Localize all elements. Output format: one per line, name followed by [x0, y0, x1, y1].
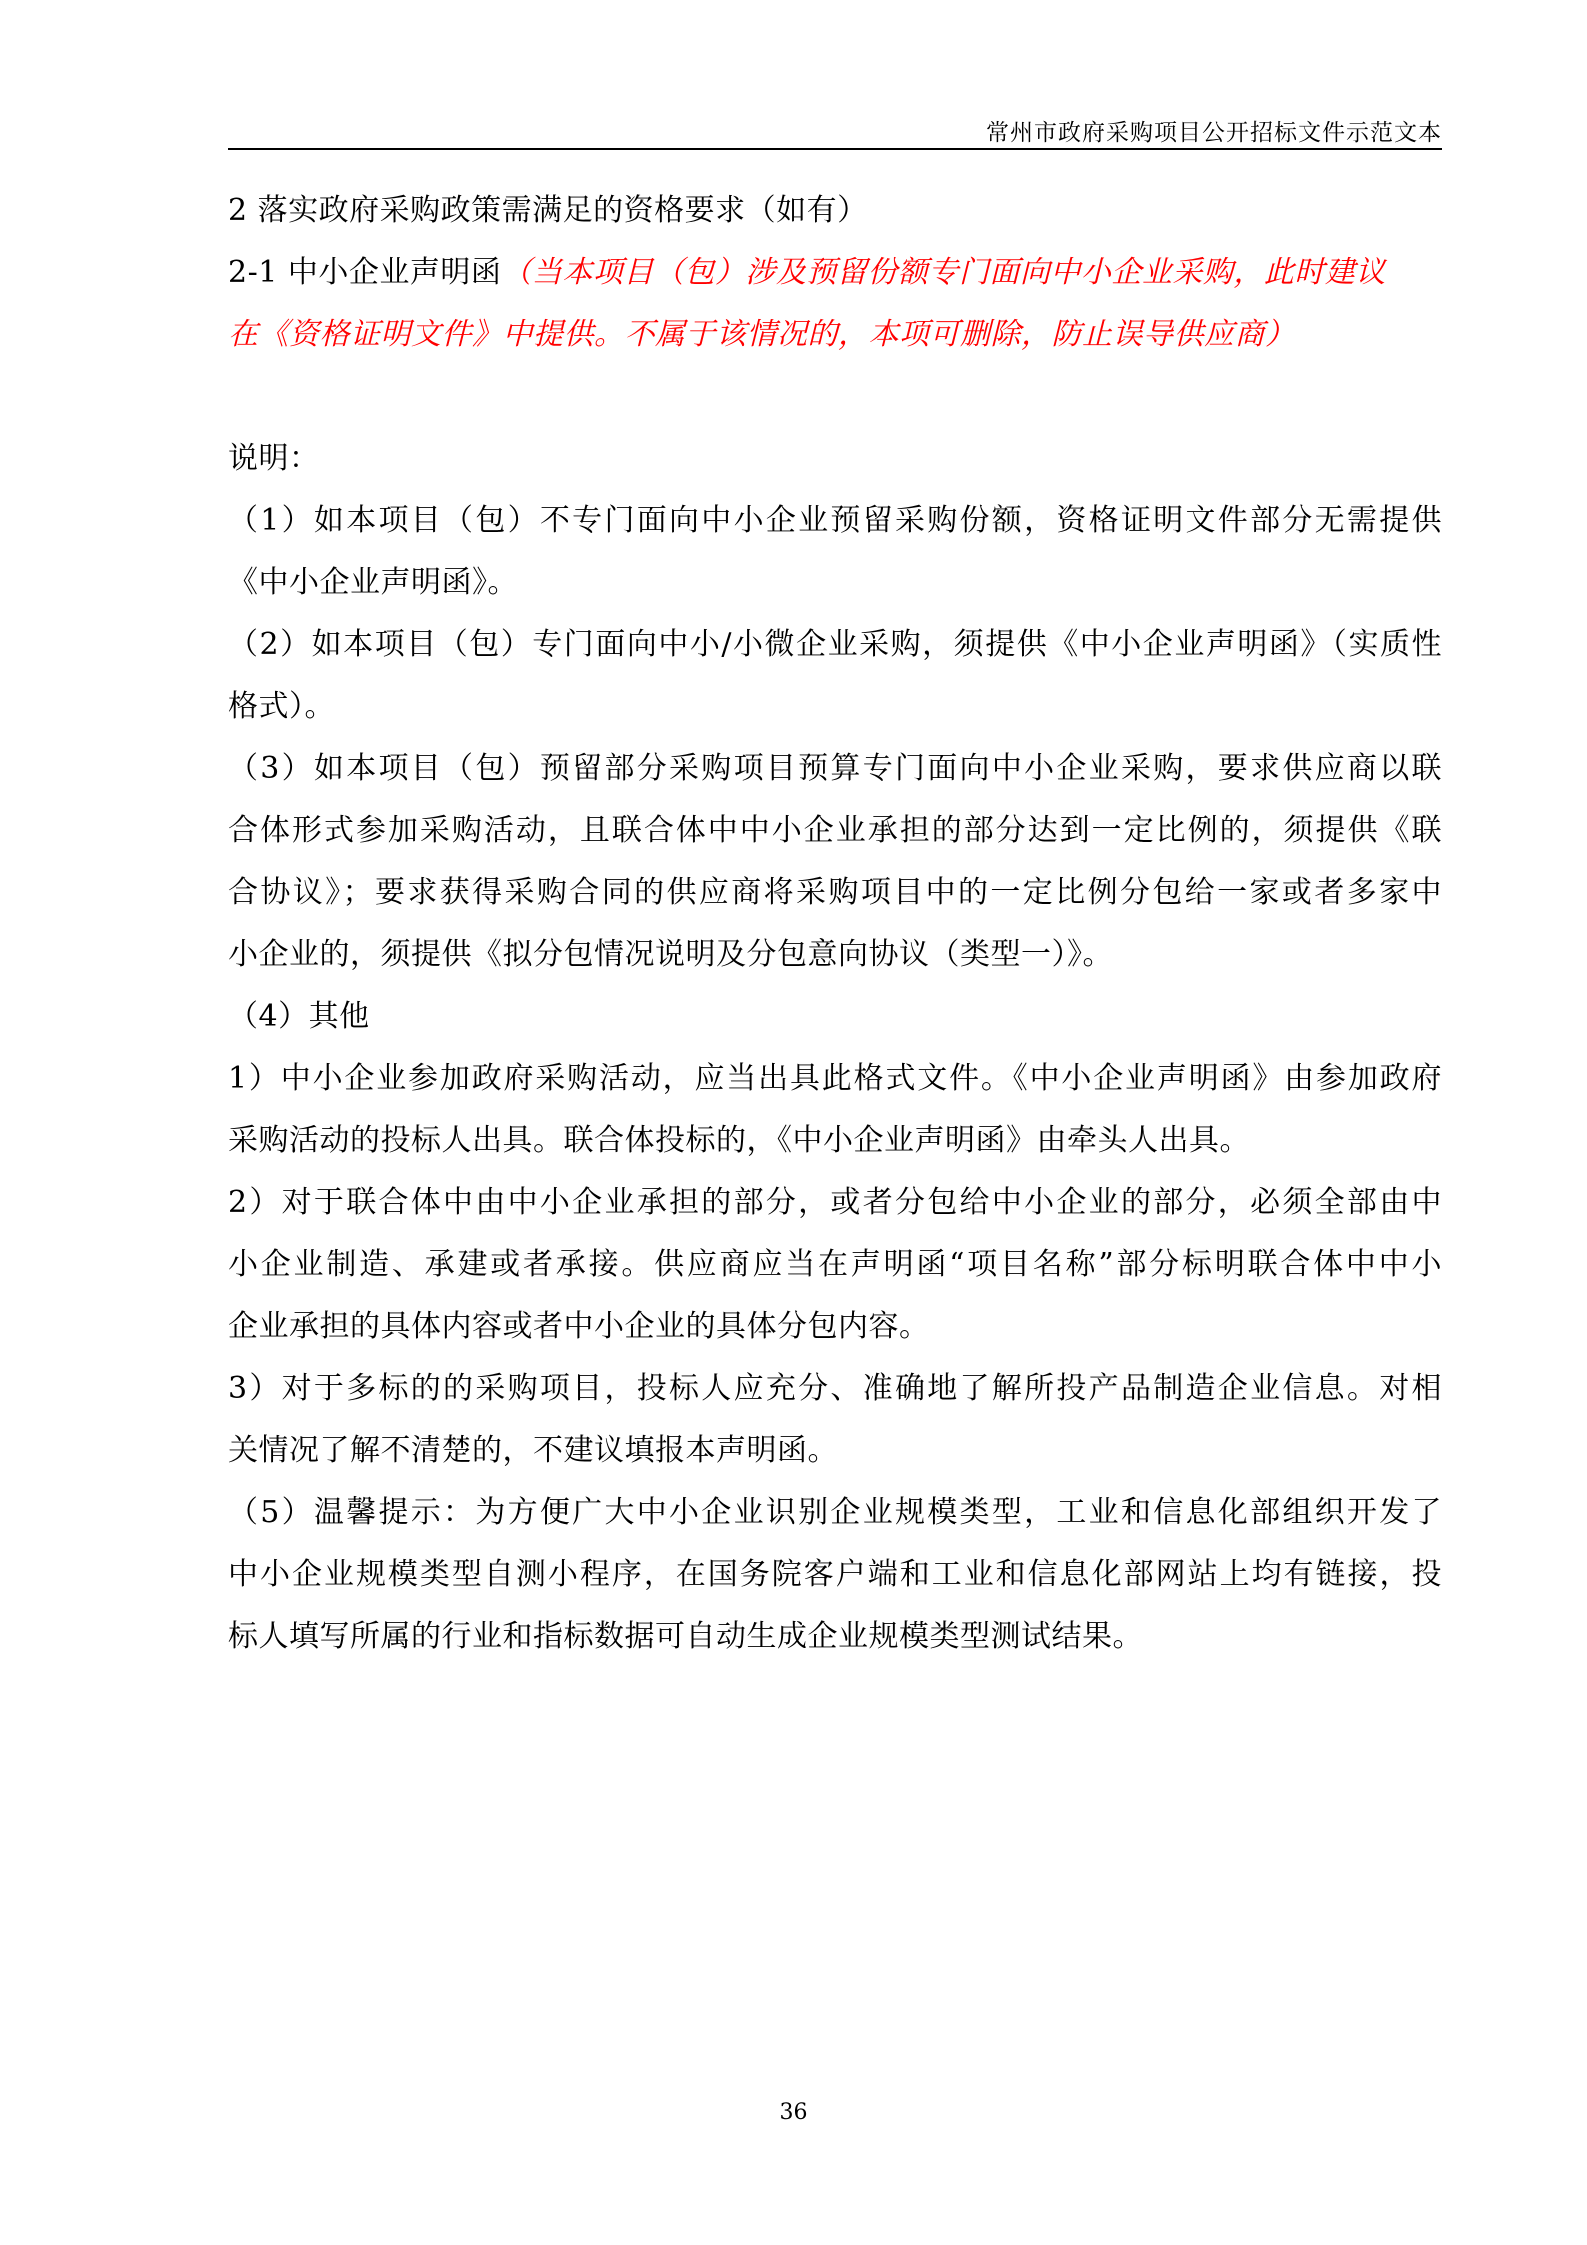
sub-heading-note-2: 在《资格证明文件》中提供。不属于该情况的，本项可删除，防止误导供应商） [228, 317, 1296, 352]
body-line: （5）温馨提示：为方便广大中小企业识别企业规模类型，工业和信息化部组织开发了 [228, 1495, 1442, 1530]
body-line: 《中小企业声明函》。 [228, 565, 518, 600]
body-line: （1）如本项目（包）不专门面向中小企业预留采购份额，资格证明文件部分无需提供 [228, 503, 1442, 538]
body-line: 合协议》；要求获得采购合同的供应商将采购项目中的一定比例分包给一家或者多家中 [228, 875, 1442, 910]
body-line: （2）如本项目（包）专门面向中小/小微企业采购，须提供《中小企业声明函》（实质性 [228, 627, 1442, 662]
body-line: 关情况了解不清楚的，不建议填报本声明函。 [228, 1433, 838, 1468]
body-line: 2）对于联合体中由中小企业承担的部分，或者分包给中小企业的部分，必须全部由中 [228, 1185, 1442, 1220]
body-line: （4）其他 [228, 999, 370, 1034]
page-number: 36 [779, 2100, 808, 2125]
page-header [228, 108, 1442, 150]
body-line: 合体形式参加采购活动，且联合体中中小企业承担的部分达到一定比例的，须提供《联 [228, 813, 1442, 848]
body-line: 企业承担的具体内容或者中小企业的具体分包内容。 [228, 1309, 930, 1344]
section-heading: 2 落实政府采购政策需满足的资格要求（如有） [228, 193, 868, 228]
header-title: 常州市政府采购项目公开招标文件示范文本 [986, 120, 1442, 146]
body-line: 标人填写所属的行业和指标数据可自动生成企业规模类型测试结果。 [228, 1619, 1143, 1654]
sub-heading-note-1: （当本项目（包）涉及预留份额专门面向中小企业采购，此时建议 [501, 255, 1386, 290]
body-line: 小企业制造、承建或者承接。供应商应当在声明函“项目名称”部分标明联合体中中小 [228, 1247, 1442, 1282]
body-line: 格式）。 [228, 689, 335, 724]
body-line: 中小企业规模类型自测小程序，在国务院客户端和工业和信息化部网站上均有链接，投 [228, 1557, 1442, 1592]
sub-heading [228, 242, 1442, 304]
explain-label: 说明： [228, 441, 320, 476]
paragraph-gap [228, 366, 1442, 428]
body-line: 3）对于多标的的采购项目，投标人应充分、准确地了解所投产品制造企业信息。对相 [228, 1371, 1442, 1406]
sub-heading-prefix: 2-1 中小企业声明函 [228, 255, 502, 290]
body-line: 小企业的，须提供《拟分包情况说明及分包意向协议（类型一）》。 [228, 937, 1113, 972]
body-line: 1）中小企业参加政府采购活动，应当出具此格式文件。《中小企业声明函》由参加政府 [228, 1061, 1442, 1096]
page-content [228, 180, 1442, 1668]
body-line: 采购活动的投标人出具。联合体投标的，《中小企业声明函》由牵头人出具。 [228, 1123, 1250, 1158]
body-line: （3）如本项目（包）预留部分采购项目预算专门面向中小企业采购，要求供应商以联 [228, 751, 1442, 786]
